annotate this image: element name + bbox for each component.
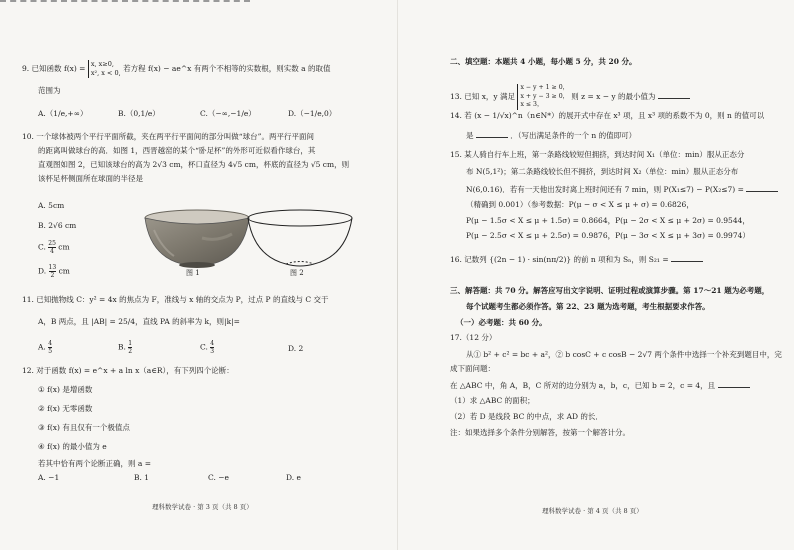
q10-option-c-num: 25 [48, 240, 56, 247]
right-page [398, 0, 794, 550]
q9-option-c: C.（−∞,−1/e） [200, 109, 256, 118]
q13-constraint-2: x + y − 3 ≥ 0， [520, 92, 569, 100]
section-3-line1: 三、解答题：共 70 分。解答应写出文字说明、证明过程或演算步骤。第 17～21 题为必考题， [450, 286, 770, 295]
q10-option-c-frac [48, 240, 56, 255]
q15-answer-blank[interactable] [746, 184, 778, 192]
q15-line5: P(μ − 1.5σ < X ≤ μ + 1.5σ) = 0.8664，P(μ − 2σ < X ≤ μ + 2σ) = 0.9544， [466, 216, 750, 225]
q15-line1: 15. 某人骑自行车上班，第一条路线较短但拥挤，到达时间 X₁（单位：min）服从正态分 [450, 150, 745, 159]
q11-option-c-den: 3 [210, 348, 215, 355]
q9-cases [88, 60, 121, 78]
q11-option-a [38, 340, 52, 355]
q17-head: 17.（12 分） [450, 333, 497, 342]
q9-option-d: D.（−1/e,0） [288, 109, 337, 118]
q17-note: 注：如果选择多个条件分别解答，按第一个解答计分。 [450, 428, 630, 437]
q10-line1: 10. 一个球体被两个平行平面所截，夹在两平行平面间的部分叫做“球台”。两平行平面间 [22, 132, 314, 141]
q11-option-b-num: 1 [128, 340, 133, 347]
q12-statement-4: ④ f(x) 的最小值为 e [38, 442, 107, 451]
q10-line4: 该杯足杯侧面所在球面的半径是 [38, 174, 143, 183]
right-page-footer: 理科数学试卷 · 第 4 页（共 8 页） [542, 507, 643, 515]
q15-line3-text: N(6,0.16)．若有一天他出发时离上班时间还有 7 min，则 P(X₁≤7) − P(X₂≤7) = [466, 185, 744, 194]
q14-line1: 14. 若 (x − 1/√x)^n（n∈N*）的展开式中存在 x³ 项，且 x³ 项的系数不为 0，则 n 的值可以 [450, 111, 765, 120]
q11-option-a-den: 5 [48, 348, 53, 355]
q17-line1: 从① b² + c² = bc + a²，② b cosC + c cosB − 2√7 两个条件中选择一个补充到题目中，完 [466, 350, 782, 359]
q9-stem-cont: 范围为 [38, 86, 61, 95]
q14-line2 [466, 130, 636, 141]
q10-option-d-frac [49, 264, 57, 279]
q10-option-d-num: 13 [48, 264, 57, 271]
q15-line2: 布 N(5,1²)；第二条路线较长但不拥挤，到达时间 X₂（单位：min）服从正态分布 [466, 167, 739, 176]
scan-edge-mark [0, 0, 250, 6]
q13-pre: 13. 已知 x，y 满足 [450, 91, 516, 101]
q11-line2: A，B 两点，且 |AB| = 25/4，直线 PA 的斜率为 k，则|k|= [38, 317, 240, 326]
section-2-title: 二、填空题：本题共 4 小题，每小题 5 分，共 20 分。 [450, 57, 637, 66]
q9-option-a: A.（1/e,+∞） [38, 109, 88, 118]
figure-2-label: 图 2 [290, 269, 304, 277]
q10-option-c [38, 240, 70, 255]
q13-constraints [517, 84, 568, 110]
q17-answer-blank[interactable] [718, 380, 750, 388]
q11-option-a-frac [48, 340, 52, 355]
q14-answer-blank[interactable] [476, 130, 508, 138]
q11-option-d: D. 2 [288, 344, 304, 353]
q12-statement-3: ③ f(x) 有且仅有一个极值点 [38, 423, 130, 432]
section-3-line2: 每个试题考生都必须作答。第 22、23 题为选考题，考生根据要求作答。 [466, 302, 710, 311]
q9-stem-post: 若方程 f(x) − ae^x 有两个不相等的实数根，则实数 a 的取值 [123, 64, 331, 73]
q11-option-b-den: 2 [128, 348, 133, 355]
q15-line6: P(μ − 2.5σ < X ≤ μ + 2.5σ) = 0.9876，P(μ − 3σ < X ≤ μ + 3σ) = 0.9974） [466, 231, 750, 240]
q10-option-c-pre: C. [38, 242, 46, 252]
q17-part-2: （2）若 D 是线段 BC 的中点，求 AD 的长． [450, 412, 603, 421]
q10-option-b: B. 2√6 cm [38, 221, 77, 230]
section-3-sub: （一）必考题：共 60 分。 [456, 318, 547, 327]
q13-constraint-3: x ≤ 3， [520, 101, 544, 108]
q10-option-d [38, 264, 70, 279]
q9-case2: x², x < 0, [90, 69, 121, 77]
q10-option-d-unit: cm [58, 266, 70, 276]
q17-line2: 成下面问题： [450, 364, 495, 373]
q15-line3 [466, 184, 778, 195]
q10-line2: 的距离叫做球台的高．如图 1，西晋越窑的某个“卧足杯”的外形可近似看作球台，其 [38, 146, 316, 155]
q17-part-1: （1）求 △ABC 的面积； [450, 396, 535, 405]
q13-post: 则 z = x − y 的最小值为 [571, 91, 656, 101]
q11-option-c-pre: C. [200, 342, 208, 352]
q11-line1: 11. 已知抛物线 C：y² = 4x 的焦点为 F，准线与 x 轴的交点为 P，过点 P 的直线与 C 交于 [22, 295, 329, 304]
q14-line2-pre: 是 [466, 131, 474, 140]
q11-option-c-frac [210, 340, 214, 355]
q10-option-d-pre: D. [38, 266, 47, 276]
q10-option-c-unit: cm [58, 242, 70, 252]
q12-option-c: C. −e [208, 473, 229, 482]
q10-option-d-den: 2 [50, 272, 55, 279]
q17-line3-text: 在 △ABC 中，角 A，B，C 所对的边分别为 a，b，c，已知 b = 2，c = 4，且 [450, 381, 716, 390]
q15-line4: （精确到 0.001）（参考数据：P(μ − σ < X ≤ μ + σ) = 0.6826， [466, 200, 694, 209]
bowl-photo-icon [142, 208, 252, 270]
q9-func: f(x) = [63, 64, 86, 73]
figure-1-label: 图 1 [186, 269, 200, 277]
q17-line3 [450, 380, 750, 391]
q11-option-b [118, 340, 132, 355]
q9-stem-pre: 9. 已知函数 [22, 64, 62, 73]
q12-statement-1: ① f(x) 是增函数 [38, 385, 93, 394]
q14-line2-post: ．（写出满足条件的一个 n 的值即可） [510, 131, 637, 140]
q11-option-c [200, 340, 214, 355]
q12-option-a: A. −1 [38, 473, 60, 482]
left-page-footer: 理科数学试卷 · 第 3 页（共 8 页） [152, 503, 253, 511]
q12-option-d: D. e [286, 473, 301, 482]
q9-stem [22, 60, 330, 78]
q12-statement-2: ② f(x) 无零函数 [38, 404, 93, 413]
q11-option-b-pre: B. [118, 342, 126, 352]
q12-option-b: B. 1 [134, 473, 150, 482]
q11-option-c-num: 4 [210, 340, 215, 347]
q11-option-a-num: 4 [48, 340, 53, 347]
q16-answer-blank[interactable] [671, 254, 703, 262]
q13 [450, 84, 690, 110]
q10-option-a: A. 5cm [38, 201, 65, 210]
q9-case1: x, x≥0, [90, 60, 114, 68]
q11-option-a-pre: A. [38, 342, 46, 352]
q16-text: 16. 记数列 {(2n − 1) · sin(nπ/2)} 的前 n 项和为 Sₙ，则 S₂₁ = [450, 255, 669, 264]
q9-option-b: B.（0,1/e） [118, 109, 160, 118]
q12-line1: 12. 对于函数 f(x) = e^x + a ln x（a∈R），有下列四个论断： [22, 366, 234, 375]
q13-constraint-1: x − y + 1 ≥ 0， [520, 84, 569, 91]
q12-line6: 若其中恰有两个论断正确，则 a = [38, 459, 152, 468]
q11-option-b-frac [128, 340, 132, 355]
q16 [450, 254, 703, 265]
bowl-diagram-icon [244, 208, 356, 270]
q10-option-c-den: 4 [50, 248, 54, 255]
q13-answer-blank[interactable] [658, 91, 690, 99]
q10-line3: 直观图如图 2，已知该球台的高为 2√3 cm，杯口直径为 4√5 cm，杯底的直径为 √5 cm，则 [38, 160, 350, 169]
